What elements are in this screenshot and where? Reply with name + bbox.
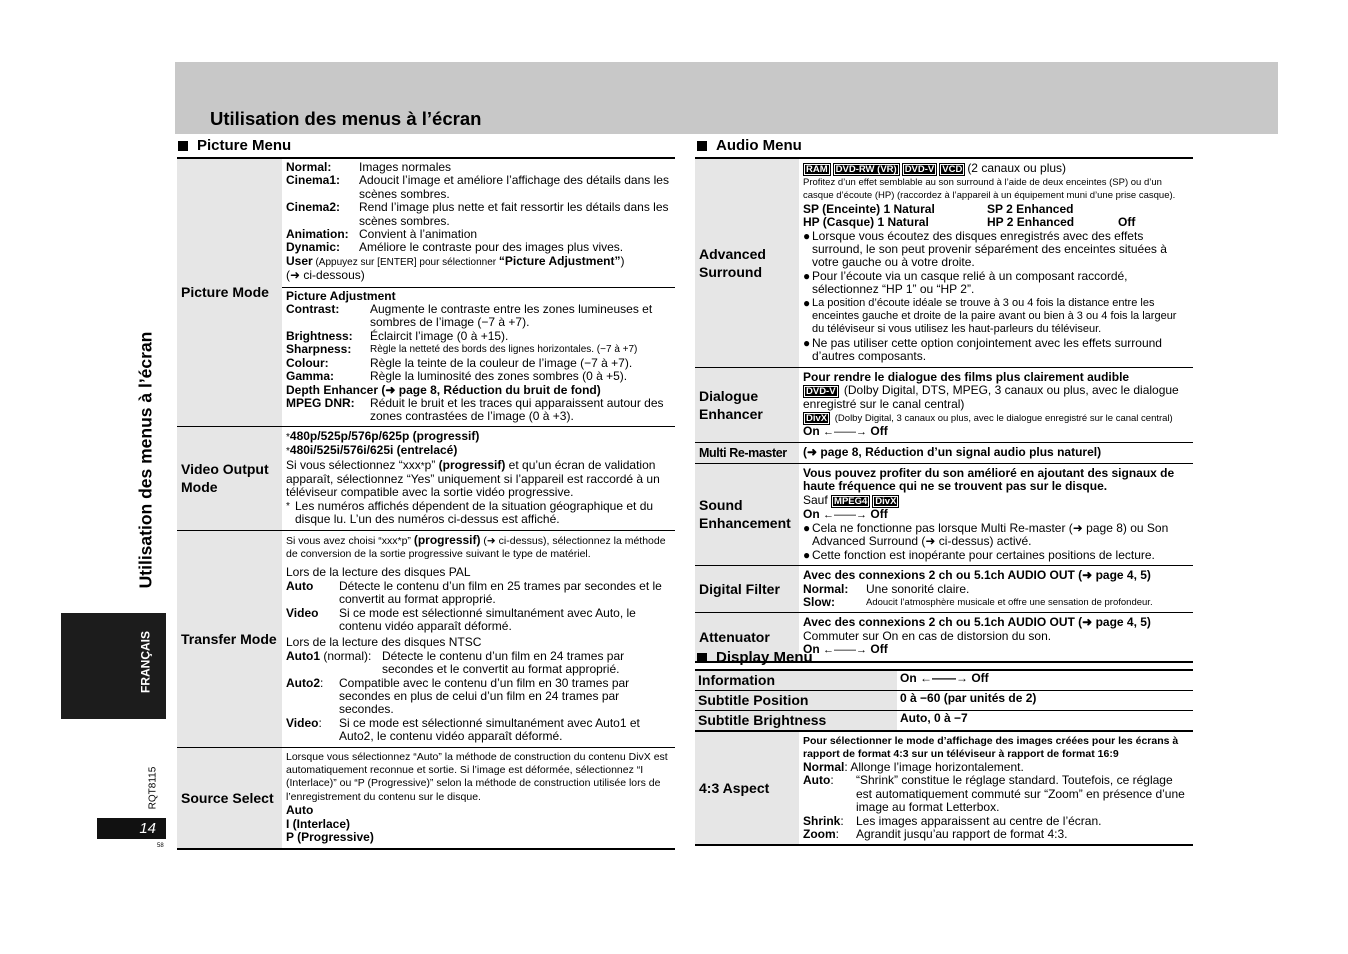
dialogue-enhancer-label: Dialogue Enhancer: [695, 367, 799, 443]
picture-menu-table: [177, 157, 675, 850]
language-label: FRANÇAIS: [138, 631, 153, 693]
multi-remaster-label: Multi Re-master: [695, 443, 799, 463]
picture-adjustment-title: Picture Adjustment: [286, 288, 396, 303]
source-select-label: Source Select: [177, 747, 282, 848]
source-select-row: Source Select Lorsque vous sélectionnez “Auto” la méthode de construction du contenu DivX est automatiquement reconnue et sortie. Si l’image est déformée, sélectionnez “I (Interlace)” ou “P (Progressive)” selon la méthode de construction utilisée lors de l’enregistrement du contenu sur le disque. Auto I (Interlace) P (Progressive): [177, 747, 675, 848]
display-menu-heading: Display Menu: [697, 649, 813, 667]
page-title: Utilisation des menus à l’écran: [210, 108, 482, 129]
transfer-mode-label: Transfer Mode: [177, 530, 282, 747]
attenuator-row: Attenuator Avec des connexions 2 ch ou 5.1ch AUDIO OUT (➜ page 4, 5) Commuter sur On en cas de distorsion du son. On ←——→ Off: [695, 613, 1193, 662]
video-output-row: Video Output Mode *480p/525p/576p/625p (progressif) *480i/525i/576i/625i (entrelacé) Si vous sélectionnez “xxx*p” (progressif) et qu’un écran de validation apparaît, sélectionnez “Yes” uniquement si l’appareil est raccordé à un téléviseur compatible avec la sortie vidéo progressive. * Les numéros affichés dépendent de la situation géographique et du disque lu. L’un des numéros ci-dessus est affiché.: [177, 426, 675, 530]
picture-menu-heading: Picture Menu: [178, 137, 291, 155]
model-code: RQT8115: [147, 766, 159, 810]
multi-remaster-row: Multi Re-master (➜ page 8, Réduction d’un signal audio plus naturel): [695, 443, 1193, 463]
digital-filter-label: Digital Filter: [695, 566, 799, 613]
display-menu-table: [695, 669, 1193, 732]
subtitle-brightness-row: Subtitle Brightness Auto, 0 à −7: [695, 711, 1193, 732]
page-number: 14: [97, 818, 166, 839]
aspect-label: 4:3 Aspect: [695, 731, 799, 845]
square-bullet-icon: [178, 141, 188, 151]
audio-menu-heading: Audio Menu: [697, 137, 802, 155]
digital-filter-row: Digital Filter Avec des connexions 2 ch ou 5.1ch AUDIO OUT (➜ page 4, 5) Normal: Une sonorité claire. Slow: Adoucit l’atmosphère musicale et offre une sensation de profondeur.: [695, 566, 1193, 613]
video-output-label: Video Output Mode: [177, 426, 282, 530]
aspect-table: [695, 730, 1193, 846]
audio-menu-table: [695, 157, 1193, 663]
depth-enhancer: Depth Enhancer (➜ page 8, Réduction du bruit de fond): [286, 382, 601, 397]
picture-mode-row: Picture Mode Normal: Images normales Cinema1: Adoucit l’image et améliore l’affichage des détails dans les scènes sombres. Cinema2: Rend l’image plus nette et fait ressortir les détails dans les scènes sombres. Animation: Convient à l’animation Dynamic: Améliore le contraste pour des images plus vives. User (Appuyez sur [ENTER] pour sélectionner “Picture Adjustment”) (➜ ci-dessous) Picture Adjustment Contrast: Augmente le contraste entre les zones lumineuses et sombres de l’image (−7 à +7). Brightness: Éclaircit l’image (0 à +15). Sharpness: Règle la netteté des bords des lignes horizontales. (−7 à +7) Colour: Règle la teinte de la couleur de l’image (−7 à +7). Gamma: Règle la luminosité des zones sombres (0 à +5). Depth Enhancer (➜ page 8, Réduction du bruit de fond) MPEG DNR: Réduit le bruit et les traces qui apparaissent autour des zones contrastées de l’image (0 à +3).: [177, 158, 675, 426]
attenuator-label: Attenuator: [695, 613, 799, 662]
information-row: Information On ←——→ Off: [695, 670, 1193, 691]
user-option: User (Appuyez sur [ENTER] pour sélectionner “Picture Adjustment”): [286, 253, 625, 268]
sound-enhancement-label: Sound Enhancement: [695, 463, 799, 565]
subtitle-position-row: Subtitle Position 0 à −60 (par unités de 2): [695, 691, 1193, 711]
transfer-mode-row: Transfer Mode Si vous avez choisi “xxx*p” (progressif) (➜ ci-dessus), sélectionnez la méthode de conversion de la sortie progressive suivant le type de matériel. Lors de la lecture des disques PAL Auto Détecte le contenu d’un film en 25 trames par secondes et le convertit au format approprié. Video Si ce mode est sélectionné simultanément avec Auto, le contenu vidéo apparaît déformé. Lors de la lecture des disques NTSC Auto1 (normal): Détecte le contenu d’un film en 24 trames par secondes et le convertit au format approprié. Auto2: Compatible avec le contenu d’un film en 30 trames par secondes en plus de celui d’un film en 24 trames par secondes. Video: Si ce mode est sélectionné simultanément avec Auto1 et Auto2, le contenu vidéo apparaît déformé.: [177, 530, 675, 747]
square-bullet-icon: [697, 653, 707, 663]
dialogue-enhancer-row: Dialogue Enhancer Pour rendre le dialogue des films plus clairement audible DVD-V (Dolby Digital, DTS, MPEG, 3 canaux ou plus, avec le dialogue enregistré sur le canal central) DivX (Dolby Digital, 3 canaux ou plus, avec le dialogue enregistré sur le canal central) On ←——→ Off: [695, 367, 1193, 443]
square-bullet-icon: [697, 141, 707, 151]
aspect-row: 4:3 Aspect Pour sélectionner le mode d’affichage des images créées pour les écrans à rapport de format 4:3 sur un téléviseur à rapport de format 16:9 Normal: Allonge l’image horizontalement. Auto: “Shrink” constitue le réglage standard. Toutefois, ce réglage est automatiquement commuté sur “Zoom” en présence d’une image au format Letterbox. Shrink: Les images apparaissent au centre de l’écran. Zoom: Agrandit jusqu’au rapport de format 4:3.: [695, 731, 1193, 845]
advanced-surround-row: Advanced Surround RAM DVD-RW (VR) DVD-V VCD (2 canaux ou plus) Profitez d’un effet semblable au son surround à l’aide de deux enceintes (SP) ou d’un casque d’écoute (HP) (raccordez à l’appareil à un équipement muni d’une prise casque). SP (Enceinte) 1 Natural SP 2 Enhanced HP (Casque) 1 Natural HP 2 Enhanced Off ● Lorsque vous écoutez des disques enregistrés avec des effets surround, le son peut provenir séparément des enceintes situées à votre gauche ou à votre droite. ● Pour l’écoute via un casque relié à un composant raccordé, sélectionnez “HP 1” ou “HP 2”. ● La position d’écoute idéale se trouve à 3 ou 4 fois la distance entre les enceintes gauche et droite de la paire avant ou bien à 3 ou 4 fois la largeur du téléviseur si vous utilisez les haut-parleurs du téléviseur. ● Ne pas utiliser cette option conjointement avec les effets surround d’autres composants.: [695, 158, 1193, 367]
side-title: Utilisation des menus à l’écran: [135, 331, 156, 589]
picture-mode-label: Picture Mode: [177, 158, 282, 426]
small-number: 58: [157, 843, 164, 849]
advanced-surround-label: Advanced Surround: [695, 158, 799, 367]
sound-enhancement-row: Sound Enhancement Vous pouvez profiter du son amélioré en ajoutant des signaux de haute fréquence qui ne se trouvent pas sur le disque. Sauf MPEG4 DivX On ←——→ Off ● Cela ne fonctionne pas lorsque Multi Re-master (➜ page 8) ou Son Advanced Surround (➜ ci-dessus) activé. ● Cette fonction est inopérante pour certaines positions de lecture.: [695, 463, 1193, 565]
